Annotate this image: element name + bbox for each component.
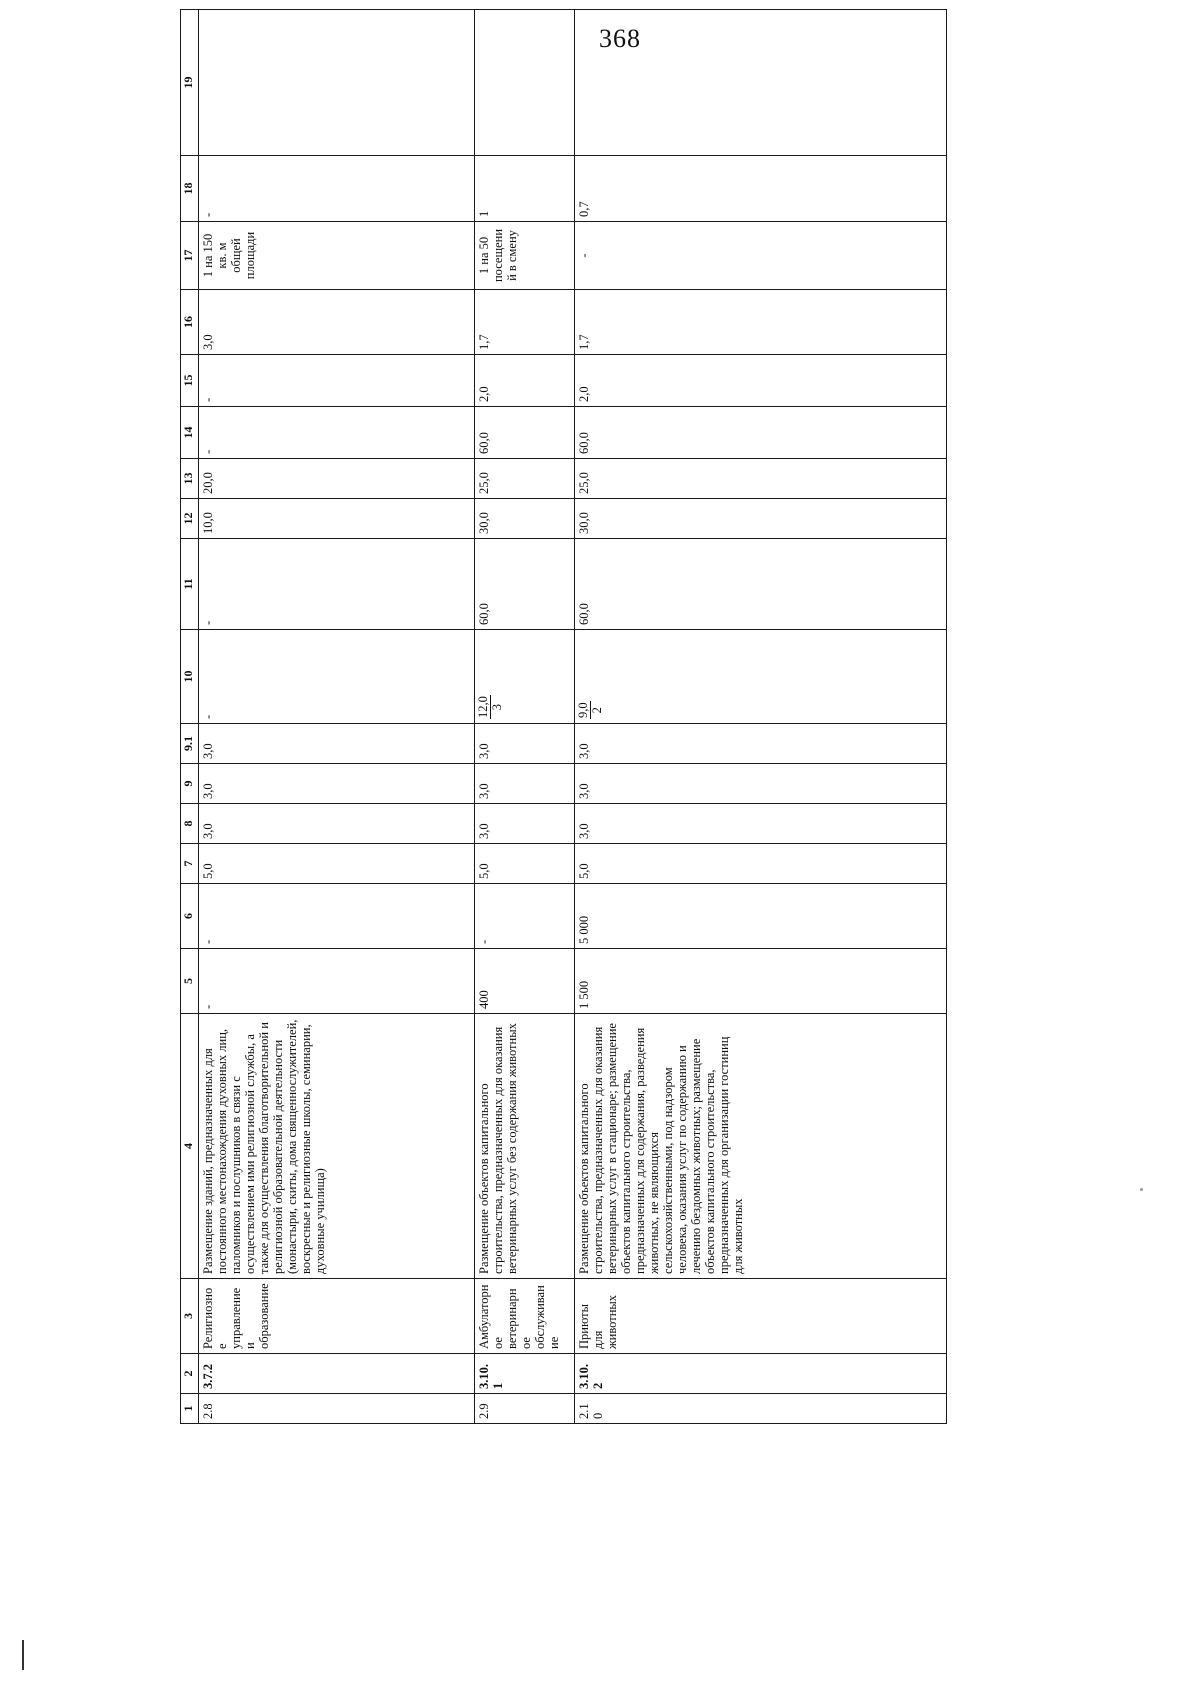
header-cell: 14	[181, 407, 199, 459]
cell-7: 5,0	[475, 844, 575, 884]
vri-description: Размещение объектов капитального строительства, предназначенных для оказания ветеринарных услуг в стационаре; размещение объектов капитального строительства, предназначенных для содержания, разведения животных, не являющихся сельскохозяйственными, под надзором человека, оказания услуг по содержанию и лечению бездомных животных; размещение объектов капитального строительства, предназначенных для организации гостиниц для животных	[575, 1014, 947, 1279]
fraction-denominator: 2	[590, 707, 605, 714]
cell-14: 60,0	[575, 407, 947, 459]
cell-15: -	[199, 355, 475, 407]
header-cell: 4	[181, 1014, 199, 1279]
cell-14: 60,0	[475, 407, 575, 459]
cell-8: 3,0	[199, 804, 475, 844]
table-wrapper	[180, 76, 946, 1424]
cell-7: 5,0	[199, 844, 475, 884]
cell-15: 2,0	[475, 355, 575, 407]
header-cell: 3	[181, 1279, 199, 1354]
vri-name: Амбулаторное ветеринарное обслуживание	[475, 1279, 575, 1354]
scan-edge-mark	[22, 1640, 24, 1670]
header-cell: 8	[181, 804, 199, 844]
cell-11: 60,0	[575, 539, 947, 630]
fraction-denominator: 3	[490, 703, 505, 711]
cell-8: 3,0	[575, 804, 947, 844]
cell-12: 30,0	[575, 499, 947, 539]
scan-speck	[1140, 1188, 1143, 1191]
header-cell: 1	[181, 1394, 199, 1424]
header-cell: 7	[181, 844, 199, 884]
header-cell: 10	[181, 630, 199, 724]
header-cell: 19	[181, 10, 199, 156]
cell-9-1: 3,0	[475, 724, 575, 764]
cell-17: -	[575, 222, 947, 290]
header-cell: 13	[181, 459, 199, 499]
vri-code: 3.10.2	[575, 1354, 947, 1394]
cell-9: 3,0	[475, 764, 575, 804]
header-cell: 5	[181, 949, 199, 1014]
cell-13: 20,0	[199, 459, 475, 499]
table-row	[199, 10, 475, 1424]
land-use-regulations-table	[180, 9, 947, 1424]
cell-19	[575, 10, 947, 156]
cell-7: 5,0	[575, 844, 947, 884]
row-number: 2.8	[199, 1394, 475, 1424]
cell-16: 1,7	[475, 290, 575, 355]
cell-12: 30,0	[475, 499, 575, 539]
vri-code: 3.7.2	[199, 1354, 475, 1394]
vri-description: Размещение объектов капитального строительства, предназначенных для оказания ветеринарных услуг без содержания животных	[475, 1014, 575, 1279]
cell-11: -	[199, 539, 475, 630]
header-cell: 2	[181, 1354, 199, 1394]
cell-18: 1	[475, 156, 575, 222]
table-row	[575, 10, 947, 1424]
cell-6: 5 000	[575, 884, 947, 949]
header-cell: 6	[181, 884, 199, 949]
cell-19	[199, 10, 475, 156]
header-cell: 11	[181, 539, 199, 630]
header-cell: 15	[181, 355, 199, 407]
cell-5: 1 500	[575, 949, 947, 1014]
cell-13: 25,0	[475, 459, 575, 499]
cell-8: 3,0	[475, 804, 575, 844]
rotated-table-container	[180, 76, 946, 1424]
cell-6: -	[475, 884, 575, 949]
cell-10	[575, 630, 947, 724]
cell-9: 3,0	[575, 764, 947, 804]
cell-19	[475, 10, 575, 156]
header-cell: 9	[181, 764, 199, 804]
fraction	[577, 701, 604, 719]
row-number: 2.10	[575, 1394, 947, 1424]
cell-12: 10,0	[199, 499, 475, 539]
cell-5: -	[199, 949, 475, 1014]
cell-9: 3,0	[199, 764, 475, 804]
header-cell: 16	[181, 290, 199, 355]
cell-18: 0,7	[575, 156, 947, 222]
cell-9-1: 3,0	[575, 724, 947, 764]
fraction-numerator: 9,0	[576, 702, 590, 718]
cell-15: 2,0	[575, 355, 947, 407]
table-row	[475, 10, 575, 1424]
cell-17: 1 на 50 посещений в смену	[475, 222, 575, 290]
cell-9-1: 3,0	[199, 724, 475, 764]
cell-17: 1 на 150 кв. м общей площади	[199, 222, 475, 290]
cell-16: 1,7	[575, 290, 947, 355]
vri-name: Приюты для животных	[575, 1279, 947, 1354]
cell-10: -	[199, 630, 475, 724]
vri-description: Размещение зданий, предназначенных для постоянного местонахождения духовных лиц, паломников и послушников в связи с осуществлением ими религиозной службы, а также для осуществления благотворительной и религиозной образовательной деятельности (монастыри, скиты, дома священнослужителей, воскресные и религиозные школы, семинарии, духовные училища)	[199, 1014, 475, 1279]
page-number: 368	[599, 24, 641, 53]
cell-5: 400	[475, 949, 575, 1014]
header-cell: 9.1	[181, 724, 199, 764]
fraction-numerator: 12,0	[476, 696, 490, 718]
cell-18: -	[199, 156, 475, 222]
vri-code: 3.10.1	[475, 1354, 575, 1394]
row-number: 2.9	[475, 1394, 575, 1424]
cell-11: 60,0	[475, 539, 575, 630]
header-cell: 17	[181, 222, 199, 290]
fraction	[477, 695, 504, 719]
cell-13: 25,0	[575, 459, 947, 499]
cell-10	[475, 630, 575, 724]
cell-6: -	[199, 884, 475, 949]
cell-14: -	[199, 407, 475, 459]
header-cell: 12	[181, 499, 199, 539]
vri-name: Религиозное управление и образование	[199, 1279, 475, 1354]
header-row	[181, 10, 199, 1424]
header-cell: 18	[181, 156, 199, 222]
cell-16: 3,0	[199, 290, 475, 355]
